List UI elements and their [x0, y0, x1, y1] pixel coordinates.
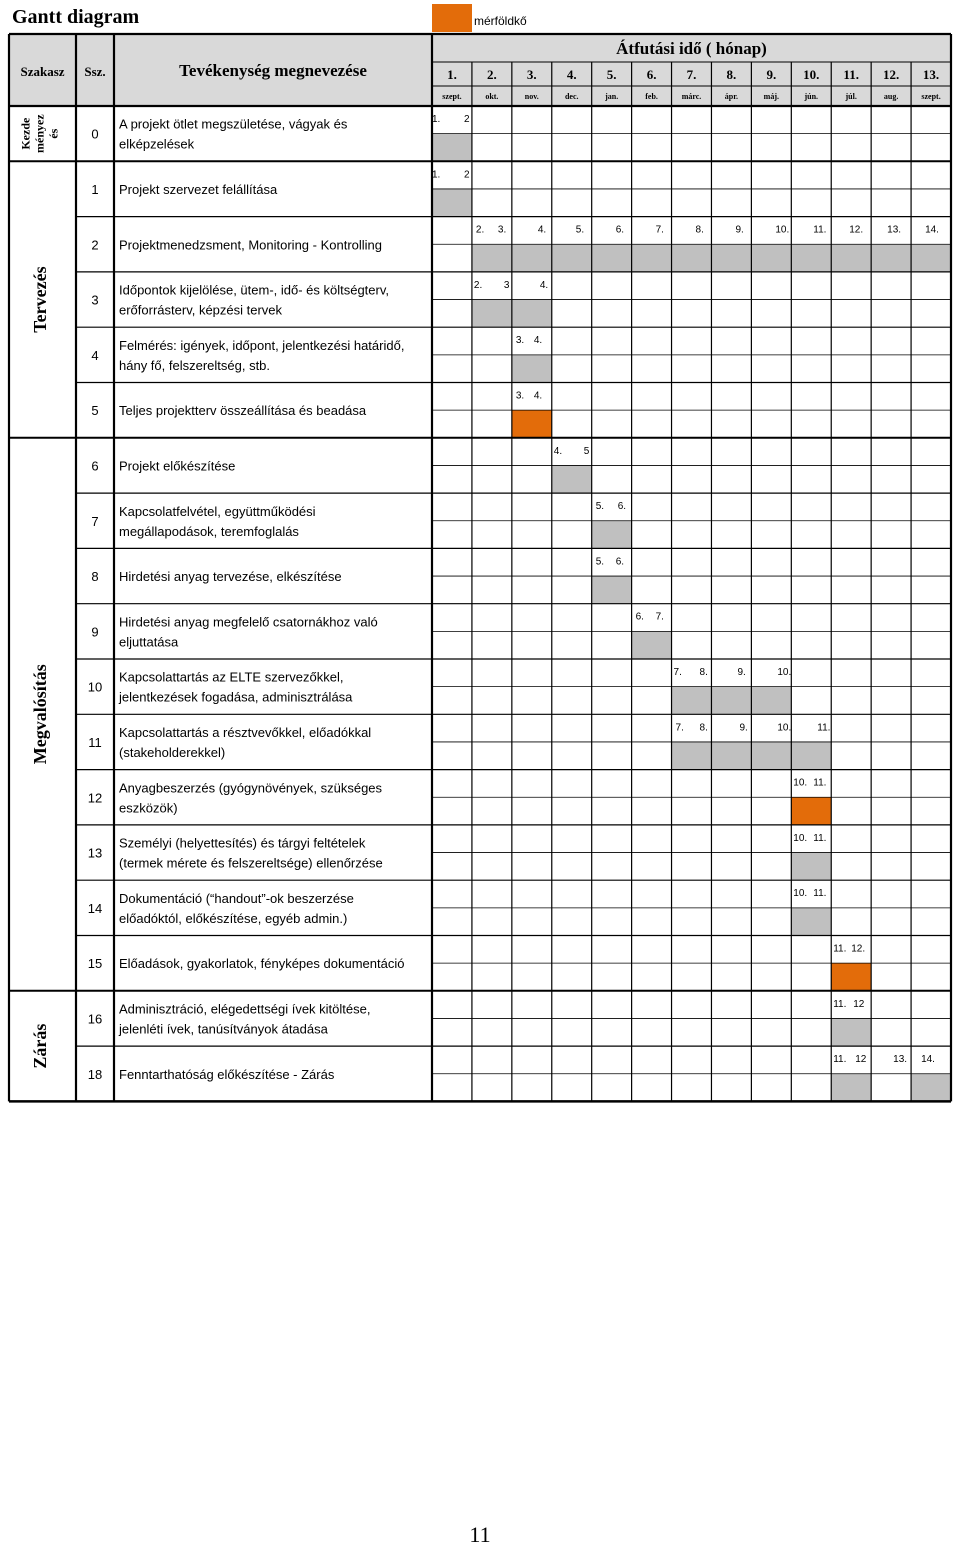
- month-mark-label: 4.: [537, 224, 547, 236]
- activity-name: Teljes projektterv összeállítása és beadása: [119, 403, 367, 419]
- month-mark-label: 11.: [813, 888, 827, 900]
- month-mark-label: 5.: [595, 556, 605, 568]
- header-activity: Tevékenység megnevezése: [179, 61, 367, 80]
- month-mark-label: 8.: [699, 722, 708, 734]
- header-no: Ssz.: [84, 64, 106, 79]
- gantt-bar: [632, 244, 672, 272]
- activity-name: Kapcsolatfelvétel, együttműködési: [119, 503, 316, 519]
- month-number: 12.: [882, 67, 900, 82]
- activity-name: Hirdetési anyag tervezése, elkészítése: [119, 569, 342, 585]
- month-number: 10.: [803, 67, 820, 82]
- month-name: okt.: [485, 92, 499, 101]
- activity-name: Felmérés: igények, időpont, jelentkezési határidő,: [119, 337, 405, 353]
- month-mark-label: 7.: [655, 611, 664, 623]
- activity-number: 18: [87, 1066, 103, 1082]
- activity-number: 11: [88, 734, 102, 750]
- activity-name: (stakeholderekkel): [119, 744, 226, 760]
- phase-label: Tervezés: [29, 266, 50, 333]
- activity-number: 1: [91, 181, 99, 197]
- activity-name: Anyagbeszerzés (gyógynövények, szükséges: [119, 780, 383, 796]
- milestone-bar: [831, 963, 871, 991]
- month-mark-label: 11.: [813, 832, 827, 844]
- phase-label: Zárás: [29, 1023, 50, 1069]
- gantt-bar: [512, 355, 552, 383]
- activity-name: Projektmenedzsment, Monitoring - Kontrolling: [119, 237, 383, 253]
- month-mark-label: 7.: [673, 667, 682, 678]
- month-mark-label: 4.: [533, 335, 543, 347]
- month-number: 4.: [566, 67, 577, 82]
- gantt-bar: [711, 244, 751, 272]
- gantt-bar: [911, 244, 951, 272]
- month-mark-label: 4.: [539, 279, 549, 291]
- month-mark-label: 4.: [533, 390, 543, 402]
- month-mark-label: 1.: [432, 114, 441, 125]
- gantt-bar: [751, 687, 791, 715]
- month-mark-label: 3: [503, 279, 510, 291]
- month-mark-label: 10.: [775, 224, 790, 236]
- activity-name: Kapcsolattartás az ELTE szervezőkkel,: [119, 669, 344, 685]
- gantt-bar: [472, 244, 512, 272]
- month-mark-label: 9.: [735, 224, 744, 236]
- gantt-bar: [711, 742, 751, 770]
- month-mark-label: 12: [855, 1054, 867, 1066]
- activity-number: 2: [91, 237, 99, 253]
- month-mark-label: 12.: [851, 943, 866, 955]
- month-mark-label: 9.: [737, 667, 746, 678]
- legend-milestone-label: mérföldkő: [474, 14, 527, 28]
- month-mark-label: 7.: [655, 224, 664, 236]
- month-mark-label: 11.: [833, 943, 847, 955]
- activity-name: hány fő, felszereltség, stb.: [119, 357, 271, 373]
- gantt-bar: [552, 465, 592, 493]
- document-title: Gantt diagram: [12, 6, 140, 28]
- month-mark-label: 10.: [777, 667, 792, 678]
- milestone-bar: [791, 797, 831, 825]
- gantt-bar: [432, 189, 472, 217]
- month-mark-label: 11.: [813, 777, 827, 789]
- activity-name: Előadások, gyakorlatok, fényképes dokumentáció: [119, 956, 405, 972]
- month-mark-label: 4.: [553, 445, 563, 457]
- month-number: 13.: [922, 67, 940, 82]
- activity-number: 14: [87, 900, 103, 916]
- month-mark-label: 5.: [575, 224, 585, 236]
- month-mark-label: 2.: [473, 279, 483, 291]
- activity-number: 10: [87, 679, 103, 695]
- month-name: jún.: [804, 92, 819, 101]
- month-number: 2.: [487, 67, 497, 82]
- month-mark-label: 6.: [617, 501, 627, 513]
- activity-name: Kapcsolattartás a résztvevőkkel, előadókkal: [119, 724, 372, 740]
- month-number: 7.: [686, 67, 697, 82]
- gantt-bar: [672, 687, 712, 715]
- month-mark-label: 8.: [699, 667, 708, 678]
- month-mark-label: 2: [464, 169, 470, 181]
- gantt-bar: [831, 1018, 871, 1046]
- activity-number: 4: [91, 347, 99, 363]
- gantt-bar: [751, 244, 791, 272]
- month-number: 1.: [447, 67, 457, 82]
- month-mark-label: 8.: [695, 224, 704, 236]
- month-name: feb.: [645, 92, 658, 101]
- month-name: szept.: [921, 92, 941, 101]
- month-mark-label: 10.: [793, 888, 808, 900]
- gantt-bar: [831, 244, 871, 272]
- activity-name: A projekt ötlet megszületése, vágyak és: [119, 116, 348, 132]
- header-duration: Átfutási idő ( hónap): [616, 39, 767, 58]
- activity-name: elképzelések: [119, 136, 195, 152]
- activity-number: 3: [91, 292, 99, 308]
- month-number: 5.: [606, 67, 617, 82]
- gantt-bar: [791, 742, 831, 770]
- month-number: 3.: [526, 67, 537, 82]
- activity-name: erőforrásterv, képzési tervek: [119, 302, 283, 318]
- month-number: 9.: [766, 67, 777, 82]
- month-mark-label: 3.: [515, 335, 525, 347]
- month-mark-label: 10.: [793, 832, 808, 844]
- month-name: márc.: [681, 92, 702, 101]
- month-mark-label: 6.: [615, 556, 625, 568]
- month-name: ápr.: [724, 92, 739, 101]
- activity-name: Adminisztráció, elégedettségi ívek kitöltése,: [119, 1001, 371, 1017]
- activity-number: 8: [91, 569, 99, 585]
- month-mark-label: 1.: [432, 169, 441, 181]
- month-mark-label: 13.: [887, 224, 902, 236]
- gantt-bar: [672, 244, 712, 272]
- month-name: nov.: [524, 92, 539, 101]
- gantt-bar: [512, 300, 552, 328]
- month-mark-label: 11.: [813, 224, 827, 236]
- month-mark-label: 6.: [635, 611, 644, 623]
- month-mark-label: 12: [853, 998, 865, 1010]
- gantt-bar: [711, 687, 751, 715]
- activity-name: jelentkezések fogadása, adminisztrálása: [119, 689, 353, 705]
- activity-number: 13: [87, 845, 103, 861]
- month-number: 11.: [843, 67, 859, 82]
- month-mark-label: 11.: [833, 1054, 847, 1066]
- activity-number: 6: [91, 458, 99, 474]
- phase-label: ményez: [32, 114, 47, 153]
- page-number: 11: [469, 1522, 491, 1547]
- gantt-bar: [751, 742, 791, 770]
- month-number: 8.: [726, 67, 737, 82]
- month-mark-label: 5: [583, 445, 590, 457]
- activity-name: Dokumentáció (“handout”-ok beszerzése: [119, 890, 354, 906]
- header-phase: Szakasz: [20, 64, 65, 79]
- gantt-bar: [831, 1074, 871, 1102]
- gantt-bar: [592, 576, 632, 604]
- activity-name: megállapodások, teremfoglalás: [119, 523, 299, 539]
- month-mark-label: 3.: [515, 390, 525, 402]
- month-mark-label: 14.: [921, 1054, 935, 1066]
- month-mark-label: 10.: [793, 777, 808, 789]
- activity-name: (termek mérete és felszereltsége) ellenőrzése: [119, 855, 383, 871]
- gantt-bar: [871, 244, 911, 272]
- month-name: dec.: [564, 92, 579, 101]
- activity-number: 5: [91, 403, 99, 419]
- month-mark-label: 2.: [475, 224, 485, 236]
- month-name: szept.: [442, 92, 462, 101]
- month-name: jan.: [605, 92, 619, 101]
- activity-number: 15: [87, 956, 103, 972]
- milestone-bar: [512, 410, 552, 438]
- activity-number: 12: [87, 790, 103, 806]
- month-mark-label: 10.: [777, 722, 792, 734]
- activity-number: 7: [91, 513, 99, 529]
- activity-name: Projekt szervezet felállítása: [119, 181, 278, 197]
- gantt-bar: [791, 244, 831, 272]
- gantt-bar: [672, 742, 712, 770]
- phase-label: Megvalósítás: [29, 664, 50, 765]
- gantt-bar: [472, 300, 512, 328]
- activity-number: 9: [91, 624, 99, 640]
- activity-name: Időpontok kijelölése, ütem-, idő- és költségterv,: [119, 282, 390, 298]
- phase-label: és: [46, 128, 61, 139]
- month-mark-label: 11.: [817, 722, 831, 734]
- activity-name: Hirdetési anyag megfelelő csatornákhoz való: [119, 614, 378, 630]
- month-mark-label: 7.: [675, 722, 684, 734]
- gantt-bar: [592, 521, 632, 549]
- gantt-bar: [512, 244, 552, 272]
- month-mark-label: 3.: [497, 224, 507, 236]
- phase-label: Kezde: [18, 117, 33, 150]
- month-mark-label: 9.: [739, 722, 748, 734]
- month-mark-label: 6.: [615, 224, 625, 236]
- gantt-bar: [552, 244, 592, 272]
- month-number: 6.: [646, 67, 657, 82]
- month-mark-label: 5.: [595, 501, 605, 513]
- month-name: aug.: [883, 92, 899, 101]
- activity-name: Fenntarthatóság előkészítése - Zárás: [119, 1066, 335, 1082]
- month-name: júl.: [845, 92, 857, 101]
- activity-name: Személyi (helyettesítés) és tárgyi feltételek: [119, 835, 366, 851]
- gantt-bar: [592, 244, 632, 272]
- month-mark-label: 13.: [893, 1054, 908, 1066]
- month-mark-label: 14.: [925, 224, 939, 236]
- activity-name: Projekt előkészítése: [119, 458, 236, 474]
- activity-name: jelenléti ívek, tanúsítványok átadása: [119, 1021, 328, 1037]
- gantt-bar: [632, 631, 672, 659]
- activity-number: 16: [87, 1011, 103, 1027]
- month-mark-label: 2: [464, 114, 470, 125]
- month-mark-label: 12.: [849, 224, 864, 236]
- activity-number: 0: [91, 126, 99, 142]
- month-mark-label: 11.: [833, 998, 847, 1010]
- month-name: máj.: [763, 92, 780, 101]
- gantt-bar: [791, 853, 831, 881]
- activity-name: eszközök): [119, 800, 178, 816]
- activity-name: eljuttatása: [119, 634, 179, 650]
- gantt-bar: [791, 908, 831, 936]
- gantt-bar: [911, 1074, 951, 1102]
- gantt-bar: [432, 134, 472, 162]
- activity-name: előadóktól, előkészítése, egyéb admin.): [119, 910, 348, 926]
